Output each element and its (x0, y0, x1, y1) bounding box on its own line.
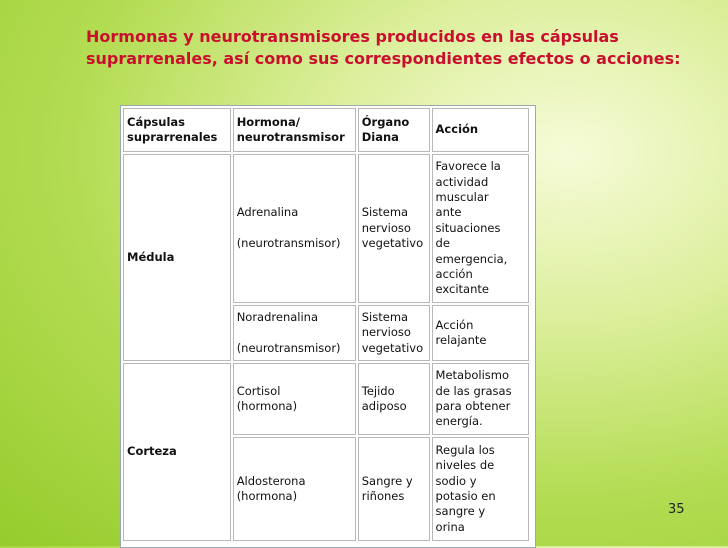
action-cell: Metabolismo de las grasas para obtener energía. (432, 363, 529, 435)
hormone-cell: Noradrenalina (neurotransmisor) (233, 305, 356, 361)
table-header-row (123, 108, 529, 152)
header-organo: Órgano Diana (358, 108, 430, 152)
section-corteza: Corteza (123, 363, 231, 541)
action-line: Favorece la (435, 159, 501, 174)
table-row (123, 154, 529, 303)
target-organ-cell: Tejido adiposo (358, 363, 430, 435)
hormone-cell: Adrenalina (neurotransmisor) (233, 154, 356, 303)
target-organ-cell: Sistema nervioso vegetativo (358, 305, 430, 361)
header-capsulas: Cápsulas suprarrenales (123, 108, 231, 152)
section-medula: Médula (123, 154, 231, 361)
target-organ-cell: Sistema nervioso vegetativo (358, 154, 430, 303)
table-row (123, 363, 529, 435)
slide-title: Hormonas y neurotransmisores producidos en las cápsulas suprarrenales, así como sus correspondientes efectos o acciones: (86, 27, 681, 68)
header-accion: Acción (432, 108, 529, 152)
header-hormona: Hormona/ neurotransmisor (233, 108, 356, 152)
slide-number: 35 (668, 502, 685, 517)
action-cell: Favorece la actividad muscular ante situaciones de emergencia, acción excitante (432, 154, 529, 303)
action-cell: Regula los niveles de sodio y potasio en sangre y orina (432, 437, 529, 541)
action-cell: Acción relajante (432, 305, 529, 361)
hormone-cell: Cortisol (hormona) (233, 363, 356, 435)
hormone-cell: Aldosterona (hormona) (233, 437, 356, 541)
target-organ-cell: Sangre y riñones (358, 437, 430, 541)
hormone-table (120, 105, 536, 548)
